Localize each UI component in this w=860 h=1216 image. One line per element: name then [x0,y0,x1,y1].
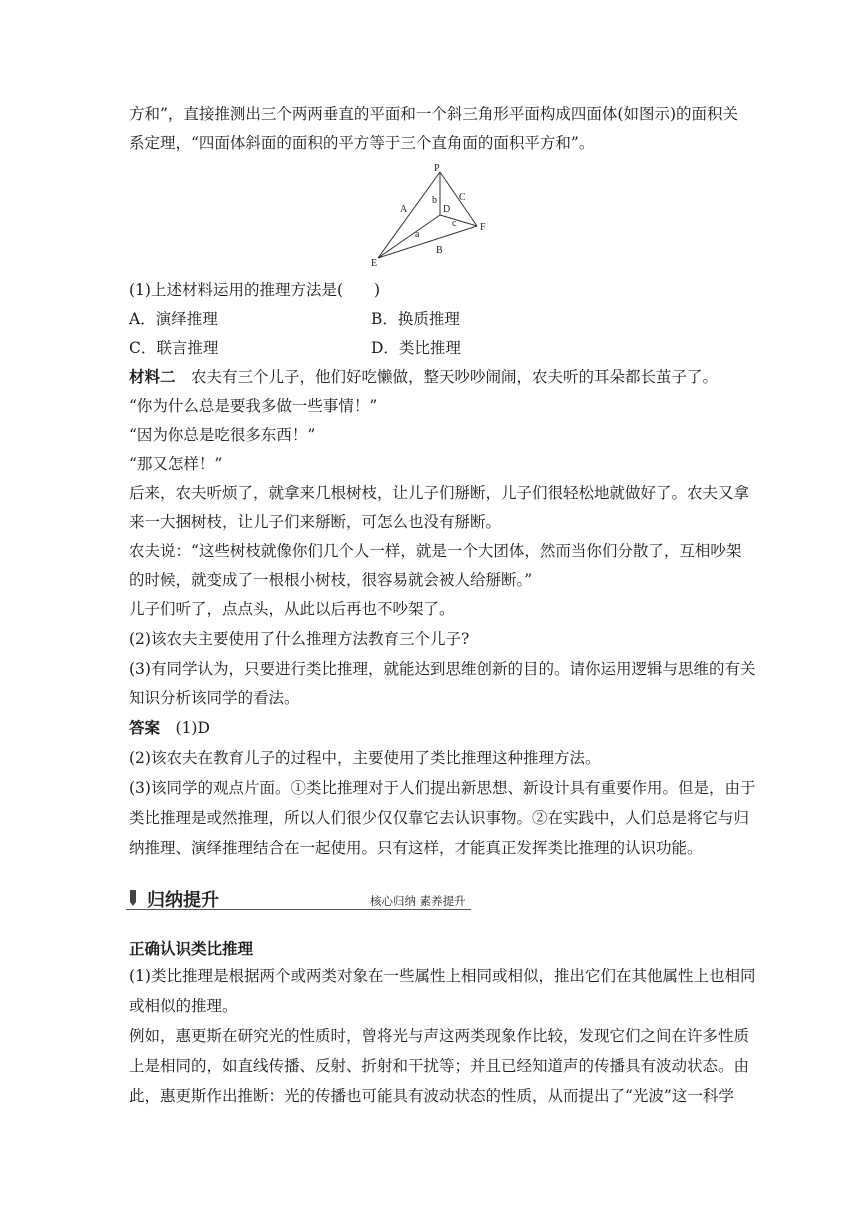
label-F: F [480,222,486,233]
answer-3: 类比推理是或然推理，所以人们很少仅仅靠它去认识事物。②在实践中，人们总是将它与归 [129,809,750,827]
answer-line [129,718,210,738]
question-1: (1)上述材料运用的推理方法是( ) [129,281,381,299]
paragraph-line: 上是相同的，如直线传播、反射、折射和干扰等；并且已经知道声的传播具有波动状态。由 [129,1057,750,1075]
section-subtitle: 核心归纳 素养提升 [370,894,466,908]
answer-3: (3)该同学的观点片面。①类比推理对于人们提出新思想、新设计具有重要作用。但是，由于 [129,779,756,797]
label-B: B [436,245,443,256]
paragraph-line: 例如，惠更斯在研究光的性质时，曾将光与声这两类现象作比较，发现它们之间在许多性质 [129,1027,750,1045]
story-line: 来一大捆树枝，让儿子们来掰断，可怎么也没有掰断。 [129,513,502,531]
answer-1: (1)D [160,719,210,737]
story-line: 后来，农夫听烦了，就拿来几根树枝，让儿子们掰断，儿子们很轻松地就做好了。农夫又拿 [129,484,750,502]
material-2-line [129,367,718,387]
answer-label: 答案 [129,719,161,737]
question-3: 知识分析该同学的看法。 [129,689,300,707]
edge-ED [378,215,440,258]
story-line: 儿子们听了，点点头，从此以后再也不吵架了。 [129,600,455,618]
label-a: a [415,229,420,240]
option-b: B．换质推理 [371,310,460,328]
story-line: “因为你总是吃很多东西！” [129,426,316,444]
story-line: “你为什么总是要我多做一些事情！” [129,397,378,415]
material-2-text: 农夫有三个儿子，他们好吃懒做，整天吵吵闹闹，农夫听的耳朵都长茧子了。 [175,368,719,386]
story-line: 的时候，就变成了一根根小树枝，很容易就会被人给掰断。” [129,571,533,589]
edge-EF [378,226,477,258]
label-P: P [434,163,440,174]
label-E: E [371,258,378,269]
story-line: 农夫说：“这些树枝就像你们几个人一样，就是一个大团体，然而当你们分散了，互相吵架 [129,542,742,560]
tetrahedron-figure [366,163,502,269]
heading: 正确认识类比推理 [129,940,254,958]
answer-3: 纳推理、演绎推理结合在一起使用。只有这样，才能真正发挥类比推理的认识功能。 [129,839,703,857]
label-c: c [452,218,457,229]
edge-DF [440,215,477,226]
label-D: D [443,204,451,215]
pencil-icon [128,890,138,906]
label-A: A [400,204,408,215]
paragraph-line: 此，惠更斯作出推断：光的传播也可能具有波动状态的性质，从而提出了“光波”这一科学 [129,1087,734,1105]
option-a: A．演绎推理 [129,310,218,328]
paragraph-line: (1)类比推理是根据两个或两类对象在一些属性上相同或相似，推出它们在其他属性上也相同 [129,967,756,985]
label-C: C [459,192,466,203]
option-d: D．类比推理 [371,339,461,357]
option-c: C．联言推理 [129,339,219,357]
story-line: “那又怎样！” [129,455,223,473]
answer-2: (2)该农夫在教育儿子的过程中，主要使用了类比推理这种推理方法。 [129,749,601,767]
question-3: (3)有同学认为，只要进行类比推理，就能达到思维创新的目的。请你运用逻辑与思维的有关 [129,660,756,678]
material-2-label: 材料二 [129,368,176,386]
section-title: 归纳提升 [147,890,219,911]
edge-PE [378,172,440,258]
text-line: 方和”，直接推测出三个两两垂直的平面和一个斜三角形平面构成四面体(如图示)的面积关 [129,105,739,123]
text-line: 系定理，“四面体斜面的面积的平方等于三个直角面的面积平方和”。 [129,134,595,152]
paragraph-line: 或相似的推理。 [129,997,238,1015]
question-2: (2)该农夫主要使用了什么推理方法教育三个儿子? [129,630,470,648]
label-b: b [432,195,437,206]
